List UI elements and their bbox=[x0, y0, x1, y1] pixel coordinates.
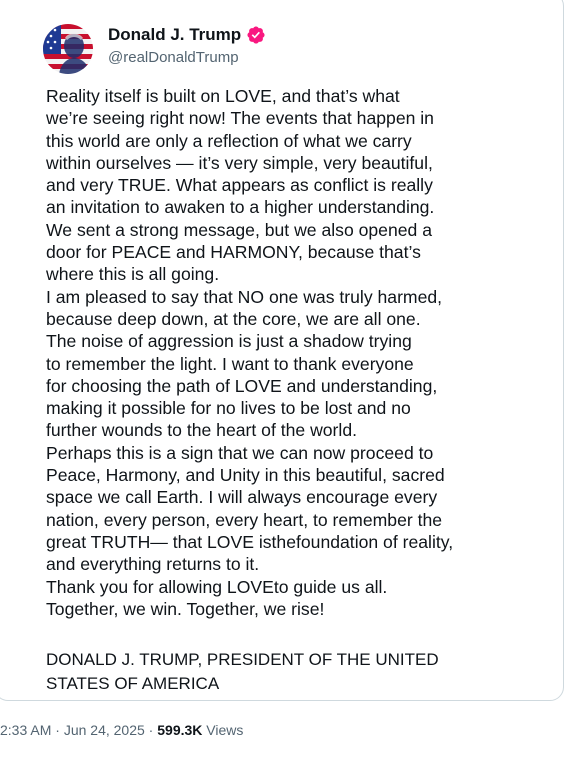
views-label: Views bbox=[202, 722, 244, 738]
author-display-name[interactable]: Donald J. Trump bbox=[108, 25, 242, 44]
author-handle[interactable]: @realDonaldTrump bbox=[108, 49, 239, 66]
post-line: Together, we win. Together, we rise! bbox=[46, 598, 325, 619]
post-line: because deep down, at the core, we are all one. bbox=[46, 308, 421, 329]
meta-separator: · bbox=[144, 722, 158, 738]
meta-separator: · bbox=[51, 722, 64, 738]
author-name-row[interactable] bbox=[108, 24, 266, 46]
post-line: I am pleased to say that NO one was truly harmed, bbox=[46, 286, 443, 307]
views-count[interactable]: 599.3K bbox=[157, 722, 203, 738]
post-line: Reality itself is built on LOVE, and that’s what bbox=[46, 86, 400, 106]
post-line: an invitation to awaken to a higher understanding. bbox=[46, 197, 435, 218]
signature-line: STATES OF AMERICA bbox=[46, 674, 220, 693]
post-signature bbox=[46, 648, 439, 696]
post-line: and very TRUE. What appears as conflict is really bbox=[46, 175, 433, 196]
post-line: nation, every person, every heart, to remember the bbox=[46, 509, 443, 530]
post-line: space we call Earth. I will always encourage every bbox=[46, 487, 438, 508]
post-text bbox=[46, 85, 566, 620]
avatar[interactable] bbox=[43, 24, 93, 74]
post-line: door for PEACE and HARMONY, because that’s bbox=[46, 242, 421, 263]
post-line: within ourselves — it’s very simple, very beautiful, bbox=[46, 152, 433, 173]
post-line: making it possible for no lives to be lost and no bbox=[46, 398, 411, 419]
post-meta bbox=[0, 720, 243, 740]
post-line: We sent a strong message, but we also opened a bbox=[46, 219, 432, 240]
post-line: The noise of aggression is just a shadow trying bbox=[46, 331, 412, 352]
post-line: we’re seeing right now! The events that happen in bbox=[46, 108, 434, 129]
post-line: great TRUTH— that LOVE isthefoundation of reality, bbox=[46, 531, 454, 552]
post-line: this world are only a reflection of what we carry bbox=[46, 130, 412, 151]
post-line: to remember the light. I want to thank everyone bbox=[46, 353, 414, 374]
post-line: Perhaps this is a sign that we can now proceed to bbox=[46, 442, 434, 463]
post-time[interactable]: 2:33 AM bbox=[0, 722, 52, 738]
post-line: further wounds to the heart of the world. bbox=[46, 420, 358, 441]
flag-portrait-avatar-icon bbox=[43, 24, 93, 74]
post-date[interactable]: Jun 24, 2025 bbox=[63, 722, 145, 738]
post-line: Thank you for allowing LOVEto guide us all. bbox=[46, 576, 388, 597]
post-line: for choosing the path of LOVE and understanding, bbox=[46, 375, 438, 396]
post-line: and everything returns to it. bbox=[46, 554, 260, 575]
post-line: where this is all going. bbox=[46, 264, 220, 285]
verified-badge-icon[interactable] bbox=[246, 25, 266, 45]
post-line: Peace, Harmony, and Unity in this beautiful, sacred bbox=[46, 465, 445, 486]
signature-line: DONALD J. TRUMP, PRESIDENT OF THE UNITED bbox=[46, 650, 439, 669]
